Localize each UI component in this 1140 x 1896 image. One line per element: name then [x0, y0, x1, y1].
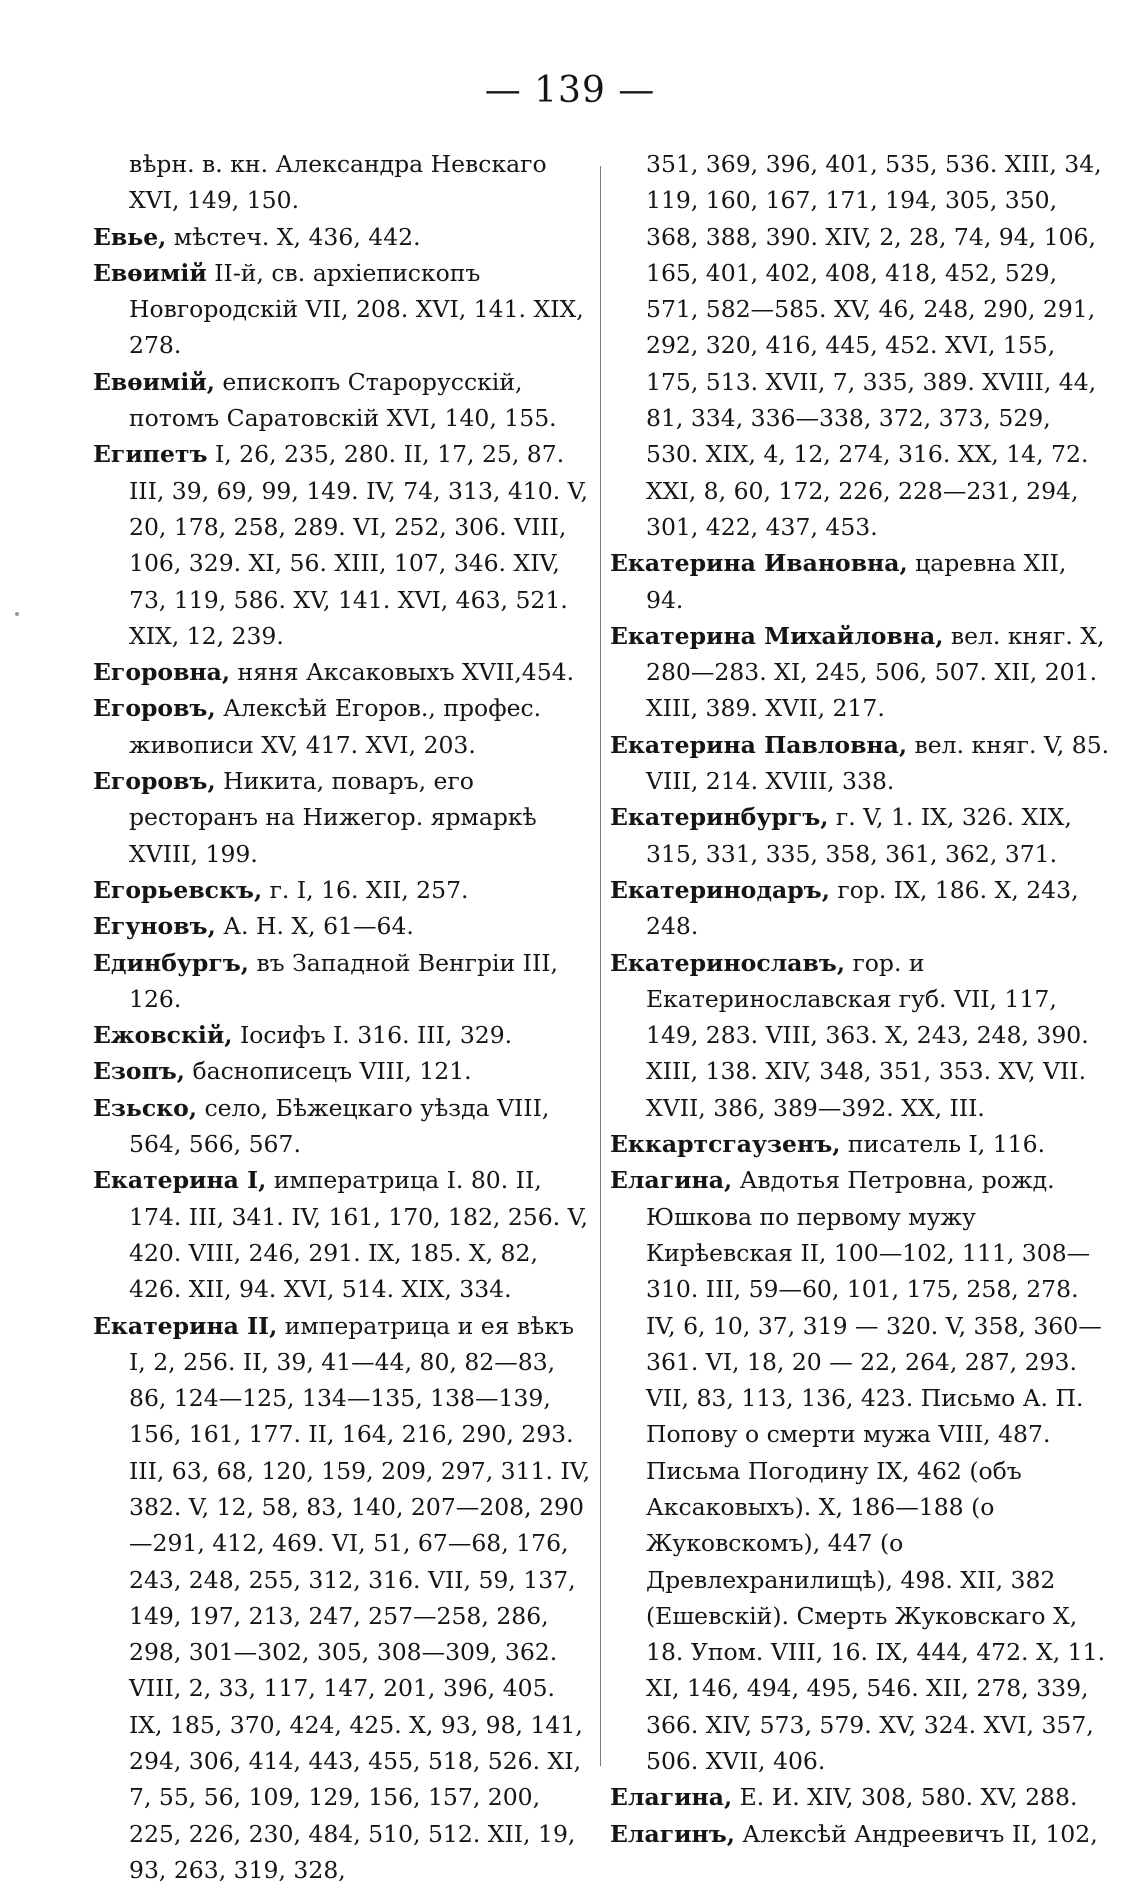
entry-head: Еккартсгаузенъ, [610, 1130, 841, 1159]
entry-text: баснописецъ VIII, 121. [185, 1057, 472, 1086]
entry-head: Екатеринославъ, [610, 948, 845, 977]
index-entry [93, 1053, 593, 1089]
entry-head: Екатеринодаръ, [610, 875, 830, 904]
entry-head: Ежовскій, [93, 1021, 233, 1050]
entry-text: царевна XII, 94. [646, 549, 1067, 614]
index-entry [93, 763, 593, 872]
page-number: — 139 — [484, 70, 656, 111]
entry-head: Екатерина I, [93, 1166, 267, 1195]
left-column [93, 146, 593, 1888]
index-entry [610, 545, 1110, 618]
entry-text: вѣрн. в. кн. Александра Невскаго XVI, 149, 150. [129, 150, 547, 215]
index-entry [93, 872, 593, 908]
entry-text: императрица I. 80. II, 174. III, 341. IV, 161, 170, 182, 256. V, 420. VIII, 246, 291. IX, 185. X, 82, 426. XII, 94. XVI, 514. XIX, 334. [129, 1166, 588, 1304]
entry-head: Екатерина II, [93, 1311, 278, 1340]
entry-text: Е. И. XIV, 308, 580. XV, 288. [732, 1783, 1078, 1812]
index-entry [93, 1308, 593, 1889]
entry-head: Елагина, [610, 1783, 733, 1812]
index-entry [610, 146, 1110, 545]
entry-text: село, Бѣжецкаго уѣзда VIII, 564, 566, 567. [129, 1093, 550, 1159]
entry-text: вел. княг. V, 85. VIII, 214. XVIII, 338. [646, 730, 1110, 796]
entry-text: Авдотья Петровна, рожд. Юшкова по первому мужу Кирѣевская II, 100—102, 111, 308—310. III, 59—60, 101, 175, 258, 278. IV, 6, 10, 37, 319 — 320. V, 358, 360—361. VI, 18, 20 — 22, 264, 287, 293. VII, 83, 113, 136, 423. Письмо А. П. Попову о смерти мужа VIII, 487. Письма Погодину IX, 462 (объ Аксаковыхъ). X, 186—188 (о Жуковскомъ), 447 (о Древлехранилищѣ), 498. XII, 382 (Ешевскій). Смерть Жуковскаго X, 18. Упом. VIII, 16. IX, 444, 472. X, 11. XI, 146, 494, 495, 546. XII, 278, 339, 366. XIV, 573, 579. XV, 324. XVI, 357, 506. XVII, 406. [646, 1166, 1106, 1776]
index-entry [93, 146, 593, 219]
index-entry [93, 1017, 593, 1053]
entry-text: вел. княг. X, 280—283. XI, 245, 506, 507. XII, 201. XIII, 389. XVII, 217. [646, 621, 1105, 723]
index-entry [610, 799, 1110, 872]
index-entry [610, 1779, 1110, 1815]
index-entry [610, 945, 1110, 1126]
entry-head: Егуновъ, [93, 912, 216, 941]
index-entry [93, 690, 593, 763]
entry-head: Екатерина Ивановна, [610, 549, 908, 578]
entry-head: Екатерина Михайловна, [610, 621, 944, 650]
entry-text: мѣстеч. X, 436, 442. [166, 222, 421, 251]
entry-head: Егорьевскъ, [93, 875, 263, 904]
entry-text: гор. IX, 186. X, 243, 248. [646, 875, 1079, 941]
index-entry [610, 1816, 1110, 1852]
entry-text: въ Западной Венгріи III, 126. [129, 948, 558, 1013]
index-entry [93, 945, 593, 1018]
entry-head: Езьско, [93, 1093, 197, 1122]
index-entry [610, 1162, 1110, 1779]
entry-head: Езопъ, [93, 1057, 185, 1086]
index-entry [93, 1162, 593, 1307]
entry-text: Никита, поваръ, его ресторанъ на Нижегор. ярмаркѣ XVIII, 199. [129, 767, 537, 868]
index-entry [93, 255, 593, 364]
entry-head: Единбургъ, [93, 948, 249, 977]
index-entry [610, 872, 1110, 945]
index-entry [93, 1090, 593, 1163]
entry-text: А. Н. X, 61—64. [215, 912, 414, 941]
entry-head: Екатеринбургъ, [610, 803, 829, 832]
entry-head: Егоровъ, [93, 694, 216, 723]
entry-head: Елагинъ, [610, 1819, 735, 1848]
entry-text: Алексѣй Андреевичъ II, 102, [734, 1819, 1098, 1848]
entry-text: г. V, 1. IX, 326. XIX, 315, 331, 335, 358, 361, 362, 371. [646, 803, 1072, 868]
entry-text: императрица и ея вѣкъ I, 2, 256. II, 39, 41—44, 80, 82—83, 86, 124—125, 134—135, 138—139, 156, 161, 177. II, 164, 216, 290, 293. III, 63, 68, 120, 159, 209, 297, 311. IV, 382. V, 12, 58, 83, 140, 207—208, 290—291, 412, 469. VI, 51, 67—68, 176, 243, 248, 255, 312, 316. VII, 59, 137, 149, 197, 213, 247, 257—258, 286, 298, 301—302, 305, 308—309, 362. VIII, 2, 33, 117, 147, 201, 396, 405. IX, 185, 370, 424, 425. X, 93, 98, 141, 294, 306, 414, 443, 455, 518, 526. XI, 7, 55, 56, 109, 129, 156, 157, 200, 225, 226, 230, 484, 510, 512. XII, 19, 93, 263, 319, 328, [129, 1311, 591, 1884]
entry-head: Евье, [93, 222, 167, 251]
index-entry [93, 654, 593, 690]
column-divider [600, 166, 601, 1766]
entry-head: Егоровъ, [93, 767, 216, 796]
entry-text: Іосифъ I. 316. III, 329. [232, 1021, 513, 1050]
index-entry [93, 219, 593, 255]
entry-head: Екатерина Павловна, [610, 730, 908, 759]
entry-text: II-й, св. архіепископъ Новгородскій VII, 208. XVI, 141. XIX, 278. [129, 258, 584, 360]
entry-text: писатель I, 116. [840, 1130, 1046, 1159]
right-column [610, 146, 1110, 1852]
entry-head: Евѳимій [93, 258, 207, 287]
entry-head: Евѳимій, [93, 367, 215, 396]
entry-head: Египетъ [93, 440, 208, 469]
entry-text: I, 26, 235, 280. II, 17, 25, 87. III, 39, 69, 99, 149. IV, 74, 313, 410. V, 20, 178, 258, 289. VI, 252, 306. VIII, 106, 329. XI, 56. XIII, 107, 346. XIV, 73, 119, 586. XV, 141. XVI, 463, 521. XIX, 12, 239. [129, 440, 588, 650]
index-entry [93, 364, 593, 437]
index-entry [610, 1126, 1110, 1162]
index-entry [610, 727, 1110, 800]
entry-text: гор. и Екатеринославская губ. VII, 117, 149, 283. VIII, 363. X, 243, 248, 390. XIII, 138. XIV, 348, 351, 353. XV, VII. XVII, 386, 389—392. XX, III. [646, 948, 1089, 1122]
entry-text: 351, 369, 396, 401, 535, 536. XIII, 34, 119, 160, 167, 171, 194, 305, 350, 368, 388, 390. XIV, 2, 28, 74, 94, 106, 165, 401, 402, 408, 418, 452, 529, 571, 582—585. XV, 46, 248, 290, 291, 292, 320, 416, 445, 452. XVI, 155, 175, 513. XVII, 7, 335, 389. XVIII, 44, 81, 334, 336—338, 372, 373, 529, 530. XIX, 4, 12, 274, 316. XX, 14, 72. XXI, 8, 60, 172, 226, 228—231, 294, 301, 422, 437, 453. [646, 150, 1102, 541]
entry-text: г. I, 16. XII, 257. [262, 875, 469, 904]
entry-text: няня Аксаковыхъ XVII,454. [230, 658, 575, 687]
margin-speck [15, 612, 19, 616]
index-entry [93, 436, 593, 654]
entry-text: епископъ Старорусскій, потомъ Саратовскій XVI, 140, 155. [129, 367, 557, 433]
entry-head: Егоровна, [93, 658, 231, 687]
entry-text: Алексѣй Егоров., профес. живописи XV, 417. XVI, 203. [129, 694, 542, 759]
index-entry [93, 908, 593, 944]
index-entry [610, 618, 1110, 727]
entry-head: Елагина, [610, 1166, 733, 1195]
